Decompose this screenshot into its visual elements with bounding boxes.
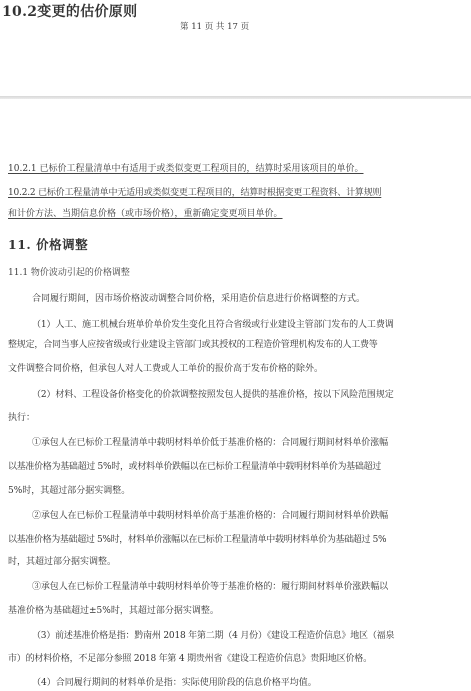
paragraph-3-line-1: ①承包人在已标价工程量清单中载明材料单价低于基准价格的：合同履行期间材料单价涨幅 [32, 438, 389, 448]
paragraph-2-line-2: 执行： [8, 413, 36, 423]
paragraph-7: （4）合同履行期间的材料单价是指：实际使用阶段的信息价格平均值。 [32, 678, 317, 688]
clause-10-2-2-line-1: 10.2.2 已标价工程量清单中无适用或类似变更工程项目的，结算时根据变更工程资料、计算规则 [8, 188, 382, 198]
paragraph-3-line-2: 以基准价格为基础超过 5%时，或材料单价跌幅以在已标价工程量清单中载明材料单价为基础超过 [8, 462, 381, 472]
paragraph-5-line-2: 基准价格为基础超过±5%时，其超过部分据实调整。 [8, 606, 219, 616]
clause-10-2-2-line-2: 和计价方法、当期信息价格（或市场价格），重新确定变更项目单价。 [8, 209, 283, 219]
paragraph-5-line-1: ③承包人在已标价工程量清单中载明材料单价等于基准价格的：履行期间材料单价涨跌幅以 [32, 582, 389, 592]
subsection-11-1-title: 11.1 物价波动引起的价格调整 [8, 268, 130, 278]
top-heading: 10.2变更的估价原则 [2, 4, 138, 20]
section-11-title: 11. 价格调整 [8, 237, 89, 252]
paragraph-4-line-3: 时，其超过部分据实调整。 [8, 557, 117, 567]
paragraph-3-line-3: 5%时，其超过部分据实调整。 [8, 486, 131, 496]
page-separator [0, 96, 471, 99]
paragraph-6-line-1: （3）前述基准价格是指：黔南州 2018 年第二期（4 月份）《建设工程造价信息》地区（福泉 [32, 631, 395, 641]
paragraph-2-line-1: （2）材料、工程设备价格变化的价款调整按照发包人提供的基准价格，按以下风险范围规定 [32, 390, 394, 400]
paragraph-4-line-1: ②承包人在已标价工程量清单中载明材料单价高于基准价格的：合同履行期间材料单价跌幅 [32, 511, 389, 521]
paragraph-1-line-2: 整规定，合同当事人应按省级或行业建设主管部门或其授权的工程造价管理机构发布的人工费等 [8, 340, 378, 350]
paragraph-4-line-2: 以基准价格为基础超过 5%时，材料单价涨幅以在已标价工程量清单中载明材料单价为基础超过 5% [8, 535, 387, 545]
paragraph-1-line-1: （1）人工、施工机械台班单价单价发生变化且符合省级或行业建设主管部门发布的人工费调 [32, 320, 394, 330]
page-number: 第 11 页 共 17 页 [180, 22, 250, 32]
paragraph-1-line-3: 文件调整合同价格，但承包人对人工费或人工单价的报价高于发布价格的除外。 [8, 364, 324, 374]
paragraph-intro: 合同履行期间，因市场价格波动调整合同价格，采用造价信息进行价格调整的方式。 [32, 294, 366, 304]
clause-10-2-1: 10.2.1 已标价工程量清单中有适用于或类似变更工程项目的，结算时采用该项目的单价。 [8, 164, 364, 174]
paragraph-6-line-2: 市）的材料价格，不足部分参照 2018 年第 4 期贵州省《建设工程造价信息》贵阳地区价格。 [8, 654, 372, 664]
